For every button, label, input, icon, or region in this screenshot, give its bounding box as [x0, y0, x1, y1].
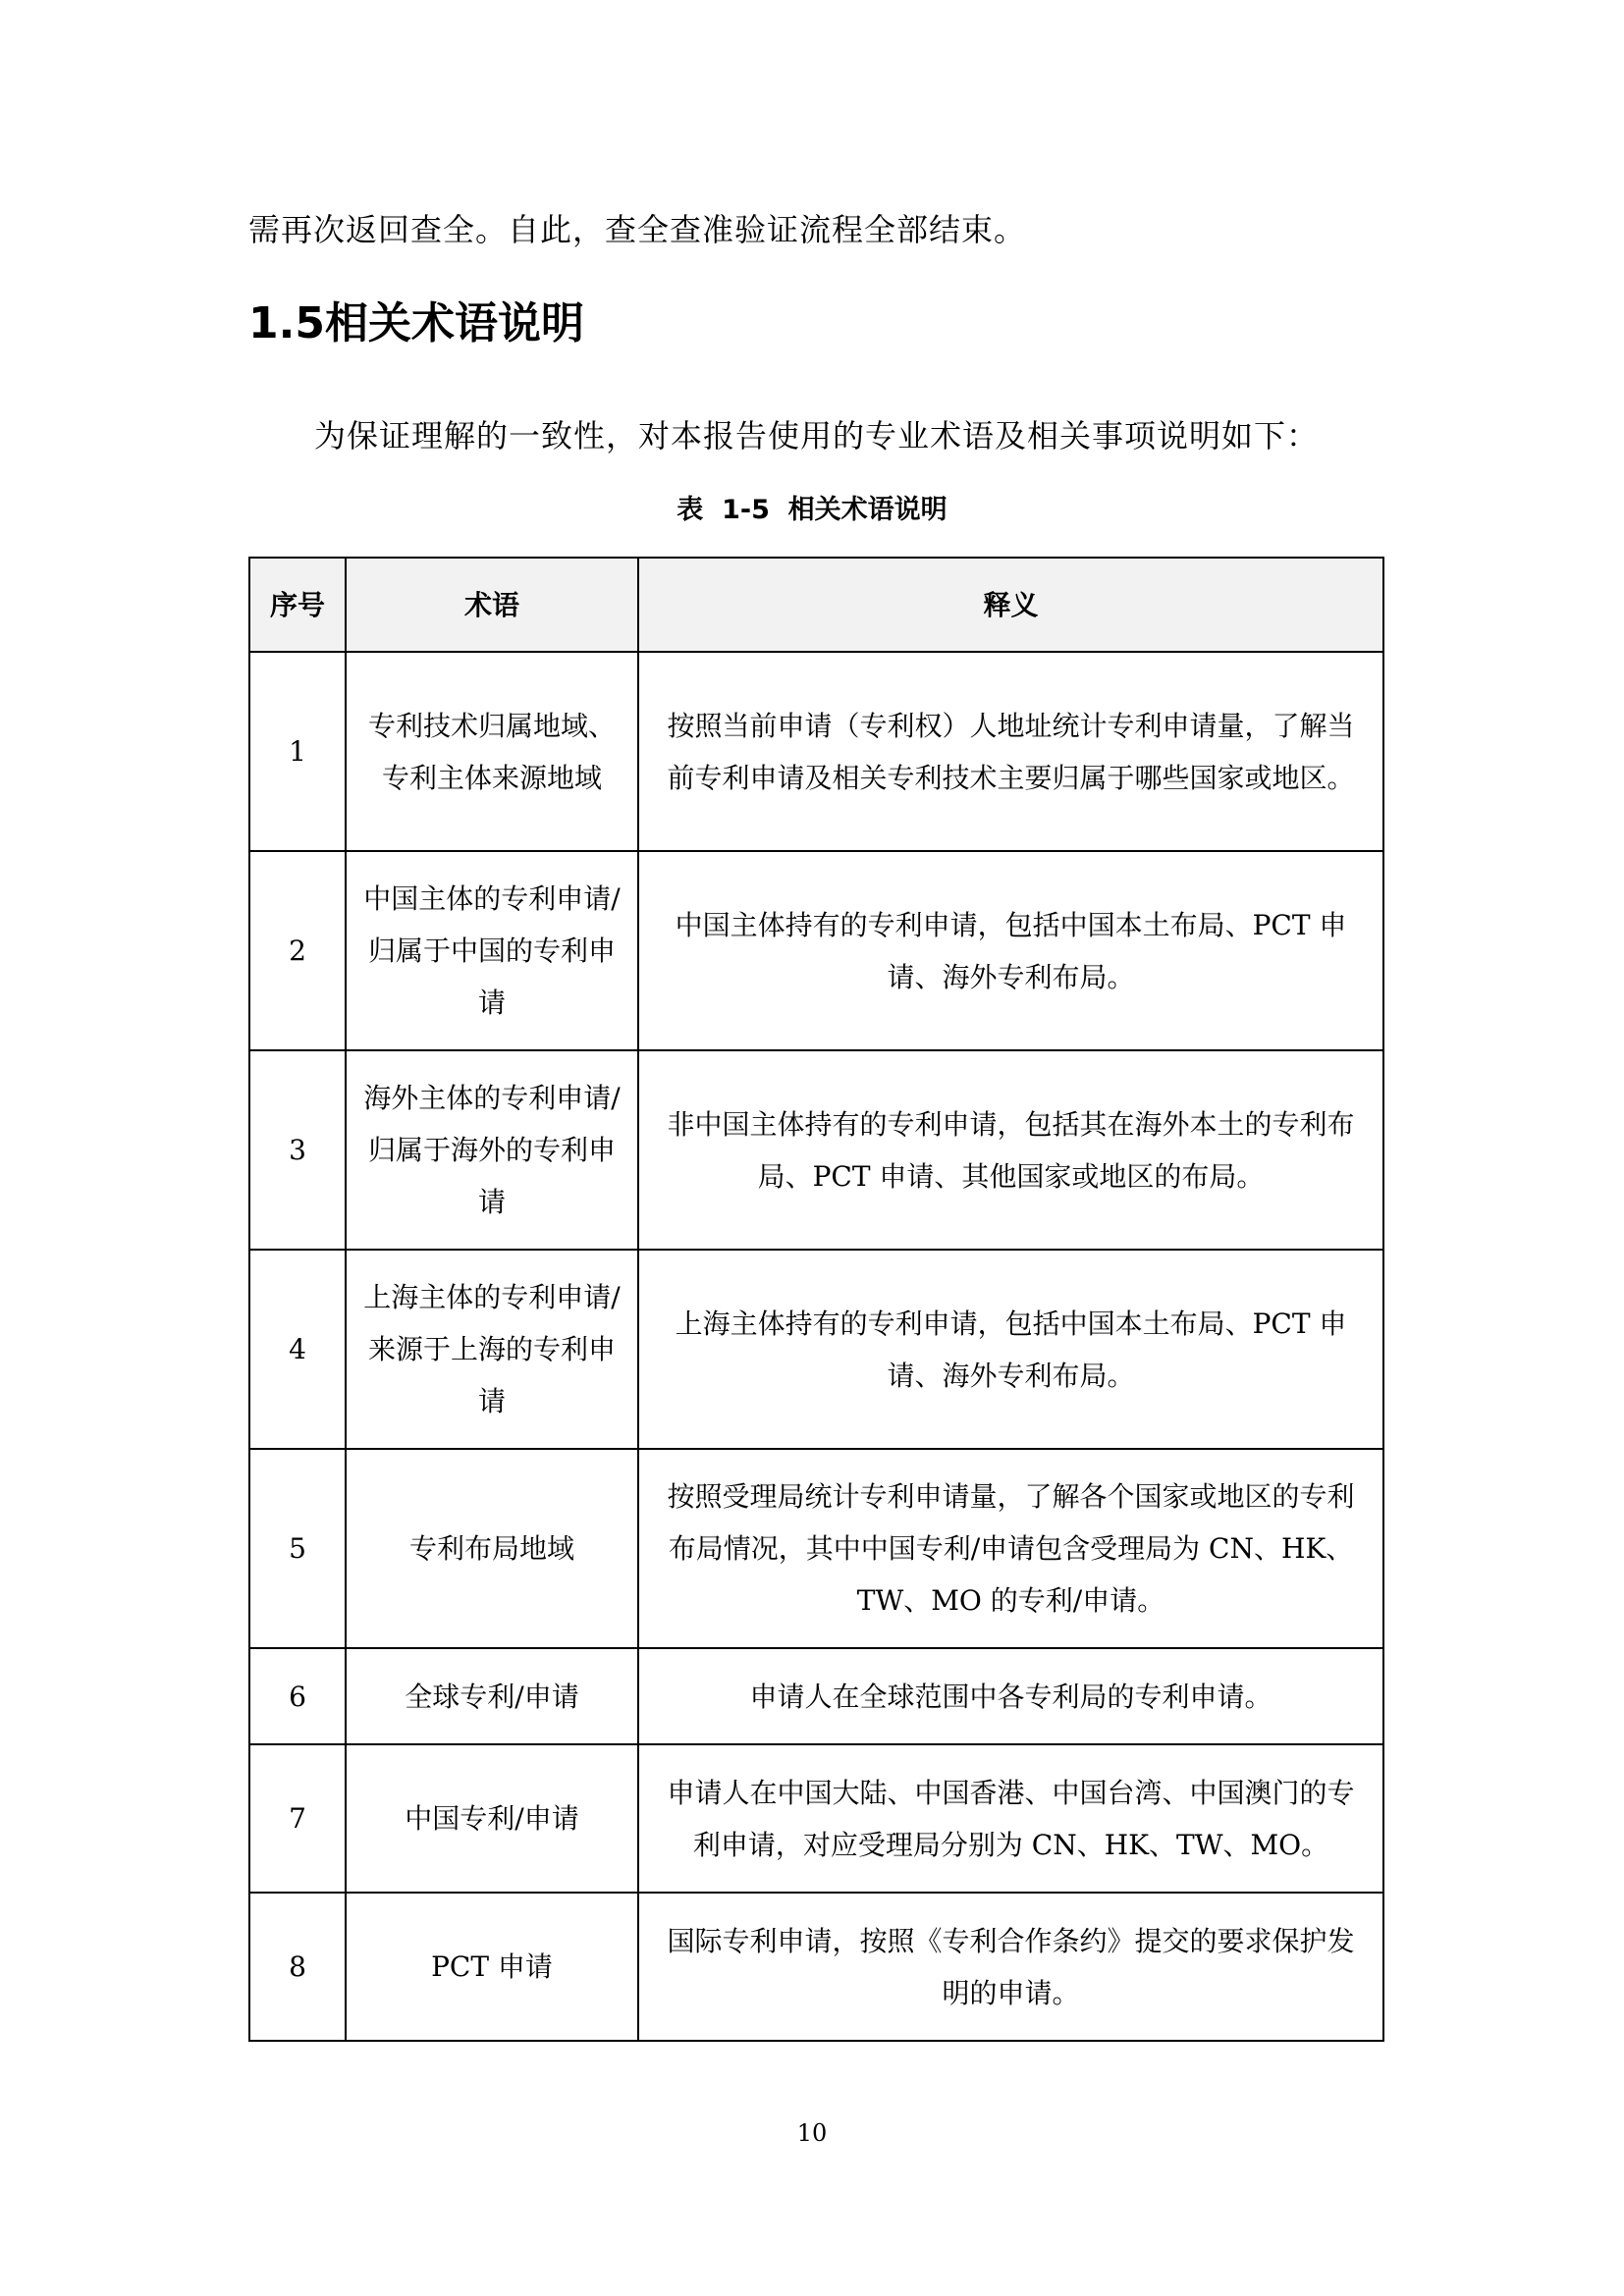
table-row [249, 1250, 1383, 1449]
header-term: 术语 [346, 558, 638, 652]
section-heading: 1.5相关术语说明 [248, 298, 584, 348]
table-row [249, 1449, 1383, 1648]
row-term: 专利布局地域 [346, 1449, 638, 1648]
header-number: 序号 [249, 558, 346, 652]
intro-paragraph: 为保证理解的一致性，对本报告使用的专业术语及相关事项说明如下： [314, 417, 1320, 454]
row-definition: 上海主体持有的专利申请，包括中国本土布局、PCT 申请、海外专利布局。 [638, 1250, 1383, 1449]
table-row [249, 1648, 1383, 1744]
row-definition: 按照受理局统计专利申请量，了解各个国家或地区的专利布局情况，其中中国专利/申请包含受理局为 CN、HK、TW、MO 的专利/申请。 [638, 1449, 1383, 1648]
row-term: PCT 申请 [346, 1893, 638, 2041]
row-term: 专利技术归属地域、专利主体来源地域 [346, 652, 638, 851]
table-row [249, 1744, 1383, 1893]
row-definition: 国际专利申请，按照《专利合作条约》提交的要求保护发明的申请。 [638, 1893, 1383, 2041]
row-term: 全球专利/申请 [346, 1648, 638, 1744]
row-definition: 申请人在全球范围中各专利局的专利申请。 [638, 1648, 1383, 1744]
table-row [249, 1050, 1383, 1250]
table-row [249, 851, 1383, 1050]
row-definition: 非中国主体持有的专利申请，包括其在海外本土的专利布局、PCT 申请、其他国家或地区的布局。 [638, 1050, 1383, 1250]
row-definition: 申请人在中国大陆、中国香港、中国台湾、中国澳门的专利申请，对应受理局分别为 CN、HK、TW、MO。 [638, 1744, 1383, 1893]
table-row [249, 652, 1383, 851]
row-term: 海外主体的专利申请/归属于海外的专利申请 [346, 1050, 638, 1250]
row-number: 5 [249, 1449, 346, 1648]
row-term: 中国主体的专利申请/归属于中国的专利申请 [346, 851, 638, 1050]
table-row [249, 1893, 1383, 2041]
row-number: 7 [249, 1744, 346, 1893]
page-number: 10 [796, 2119, 828, 2147]
table-caption: 表 1-5 相关术语说明 [677, 495, 947, 525]
row-number: 2 [249, 851, 346, 1050]
header-definition: 释义 [638, 558, 1383, 652]
row-number: 1 [249, 652, 346, 851]
row-definition: 中国主体持有的专利申请，包括中国本土布局、PCT 申请、海外专利布局。 [638, 851, 1383, 1050]
row-number: 6 [249, 1648, 346, 1744]
row-number: 4 [249, 1250, 346, 1449]
table-header-row [249, 558, 1383, 652]
row-definition: 按照当前申请（专利权）人地址统计专利申请量，了解当前专利申请及相关专利技术主要归属于哪些国家或地区。 [638, 652, 1383, 851]
row-term: 上海主体的专利申请/来源于上海的专利申请 [346, 1250, 638, 1449]
continuation-paragraph: 需再次返回查全。自此，查全查准验证流程全部结束。 [248, 211, 1027, 248]
row-number: 8 [249, 1893, 346, 2041]
row-number: 3 [249, 1050, 346, 1250]
row-term: 中国专利/申请 [346, 1744, 638, 1893]
terms-table [248, 557, 1384, 2042]
